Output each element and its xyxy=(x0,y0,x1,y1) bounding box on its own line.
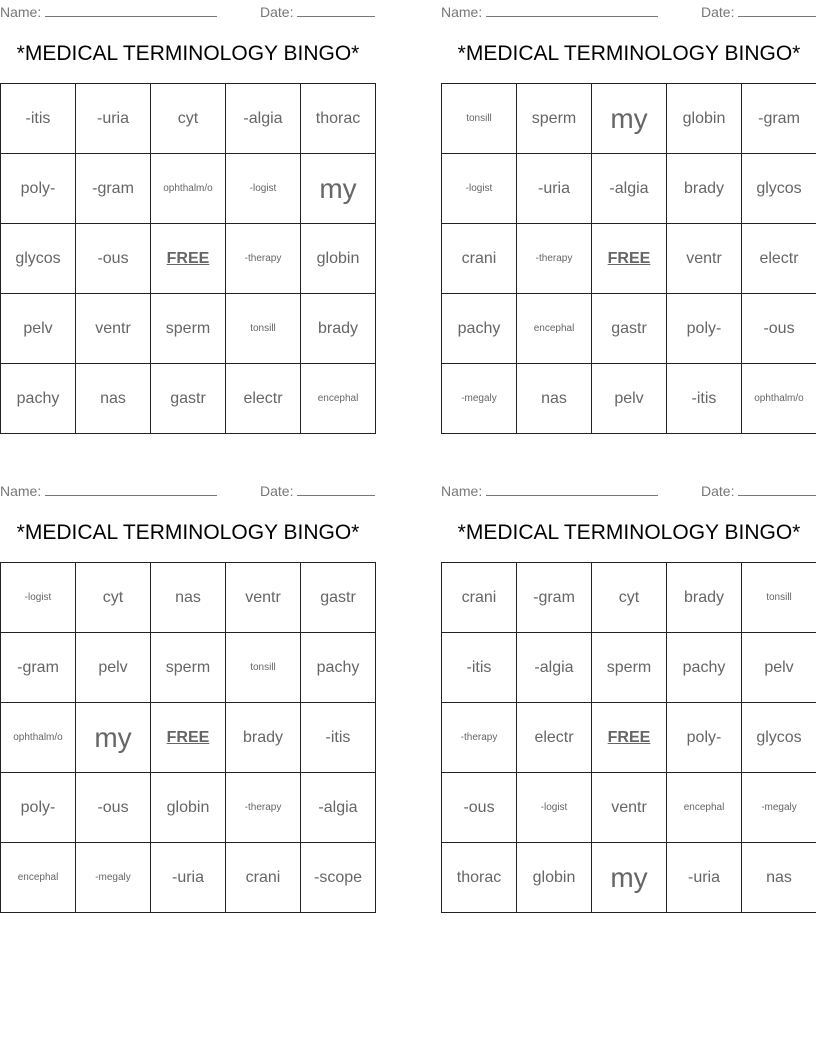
free-space-cell: FREE xyxy=(592,224,667,294)
bingo-cell: ventr xyxy=(667,224,742,294)
bingo-card xyxy=(0,0,376,407)
bingo-cell: -gram xyxy=(1,633,76,703)
name-field[interactable] xyxy=(441,481,658,499)
bingo-cell: cyt xyxy=(76,563,151,633)
bingo-cell: nas xyxy=(517,364,592,434)
bingo-grid xyxy=(441,562,816,913)
bingo-cell: -megaly xyxy=(742,773,816,843)
bingo-cell: sperm xyxy=(151,633,226,703)
date-label: Date: xyxy=(701,4,735,20)
name-label: Name: xyxy=(0,483,42,499)
bingo-row xyxy=(442,154,816,224)
bingo-cell: -ous xyxy=(76,773,151,843)
bingo-cell: electr xyxy=(517,703,592,773)
bingo-cell: -megaly xyxy=(76,843,151,913)
bingo-cell: poly- xyxy=(1,154,76,224)
date-field[interactable] xyxy=(260,2,375,20)
bingo-row xyxy=(1,84,376,154)
bingo-cell: pelv xyxy=(592,364,667,434)
bingo-row xyxy=(1,364,376,434)
bingo-row xyxy=(1,773,376,843)
bingo-cell: cyt xyxy=(592,563,667,633)
bingo-cell: -gram xyxy=(742,84,816,154)
bingo-cell: -therapy xyxy=(517,224,592,294)
name-blank-line[interactable] xyxy=(486,2,658,17)
bingo-cell: pachy xyxy=(1,364,76,434)
name-blank-line[interactable] xyxy=(45,2,217,17)
name-date-row xyxy=(441,479,816,499)
bingo-cell: poly- xyxy=(667,294,742,364)
bingo-cell: gastr xyxy=(592,294,667,364)
name-blank-line[interactable] xyxy=(45,481,217,496)
bingo-row xyxy=(442,224,816,294)
bingo-row xyxy=(442,843,816,913)
bingo-cell: globin xyxy=(517,843,592,913)
bingo-cell: ventr xyxy=(592,773,667,843)
card-title: *MEDICAL TERMINOLOGY BINGO* xyxy=(16,521,360,544)
bingo-cell: gastr xyxy=(151,364,226,434)
bingo-card xyxy=(441,0,816,407)
bingo-cell: poly- xyxy=(1,773,76,843)
bingo-cell: glycos xyxy=(742,703,816,773)
bingo-cell: -logist xyxy=(517,773,592,843)
bingo-cell: -megaly xyxy=(442,364,517,434)
bingo-row xyxy=(442,563,816,633)
date-label: Date: xyxy=(701,483,735,499)
bingo-cell: -itis xyxy=(442,633,517,703)
bingo-cell: pachy xyxy=(442,294,517,364)
bingo-cell: crani xyxy=(442,563,517,633)
bingo-row xyxy=(442,84,816,154)
bingo-cell: glycos xyxy=(742,154,816,224)
bingo-cell: crani xyxy=(226,843,301,913)
free-space-cell: FREE xyxy=(151,224,226,294)
name-field[interactable] xyxy=(0,481,217,499)
bingo-cell: my xyxy=(76,703,151,773)
date-field[interactable] xyxy=(701,481,816,499)
name-label: Name: xyxy=(441,483,483,499)
bingo-cell: brady xyxy=(301,294,376,364)
bingo-cell: -ous xyxy=(742,294,816,364)
bingo-cell: sperm xyxy=(151,294,226,364)
name-field[interactable] xyxy=(441,2,658,20)
date-field[interactable] xyxy=(701,2,816,20)
bingo-row xyxy=(1,224,376,294)
bingo-cell: sperm xyxy=(592,633,667,703)
name-blank-line[interactable] xyxy=(486,481,658,496)
bingo-cell: tonsill xyxy=(742,563,816,633)
bingo-row xyxy=(1,563,376,633)
bingo-card xyxy=(441,479,816,893)
bingo-cell: -therapy xyxy=(442,703,517,773)
bingo-cell: ophthalm/o xyxy=(151,154,226,224)
name-field[interactable] xyxy=(0,2,217,20)
bingo-row xyxy=(442,364,816,434)
date-blank-line[interactable] xyxy=(738,481,816,496)
bingo-cell: nas xyxy=(76,364,151,434)
bingo-row xyxy=(1,633,376,703)
bingo-cell: encephal xyxy=(517,294,592,364)
bingo-cell: -algia xyxy=(517,633,592,703)
bingo-cell: gastr xyxy=(301,563,376,633)
card-title: *MEDICAL TERMINOLOGY BINGO* xyxy=(457,521,801,544)
bingo-cell: glycos xyxy=(1,224,76,294)
bingo-grid xyxy=(0,562,376,913)
bingo-cell: tonsill xyxy=(442,84,517,154)
bingo-row xyxy=(1,154,376,224)
bingo-cell: -therapy xyxy=(226,773,301,843)
bingo-row xyxy=(1,703,376,773)
free-space-cell: FREE xyxy=(592,703,667,773)
bingo-cell: pelv xyxy=(742,633,816,703)
bingo-cell: brady xyxy=(226,703,301,773)
bingo-cell: encephal xyxy=(667,773,742,843)
bingo-cell: my xyxy=(301,154,376,224)
bingo-row xyxy=(442,703,816,773)
bingo-cell: -itis xyxy=(1,84,76,154)
bingo-row xyxy=(1,843,376,913)
bingo-cell: ventr xyxy=(76,294,151,364)
bingo-cell: ventr xyxy=(226,563,301,633)
bingo-cell: -itis xyxy=(667,364,742,434)
bingo-cell: nas xyxy=(151,563,226,633)
date-label: Date: xyxy=(260,483,294,499)
bingo-cell: encephal xyxy=(301,364,376,434)
bingo-cell: -itis xyxy=(301,703,376,773)
bingo-card xyxy=(0,479,376,886)
name-date-row xyxy=(441,0,816,20)
name-date-row xyxy=(0,479,376,499)
date-blank-line[interactable] xyxy=(297,481,375,496)
bingo-cell: globin xyxy=(667,84,742,154)
card-title: *MEDICAL TERMINOLOGY BINGO* xyxy=(457,42,801,65)
date-label: Date: xyxy=(260,4,294,20)
bingo-cell: ophthalm/o xyxy=(742,364,816,434)
bingo-cell: electr xyxy=(742,224,816,294)
bingo-cell: -logist xyxy=(1,563,76,633)
bingo-cell: tonsill xyxy=(226,633,301,703)
bingo-cell: poly- xyxy=(667,703,742,773)
name-date-row xyxy=(0,0,376,20)
bingo-cell: -therapy xyxy=(226,224,301,294)
bingo-cell: pelv xyxy=(1,294,76,364)
bingo-cell: nas xyxy=(742,843,816,913)
bingo-cell: -uria xyxy=(76,84,151,154)
bingo-grid xyxy=(441,83,816,434)
bingo-row xyxy=(442,773,816,843)
bingo-cell: thorac xyxy=(301,84,376,154)
free-space-cell: FREE xyxy=(151,703,226,773)
bingo-cell: -uria xyxy=(151,843,226,913)
date-field[interactable] xyxy=(260,481,375,499)
bingo-cell: -gram xyxy=(517,563,592,633)
bingo-cell: pachy xyxy=(667,633,742,703)
bingo-row xyxy=(442,294,816,364)
bingo-cell: sperm xyxy=(517,84,592,154)
bingo-cell: -uria xyxy=(517,154,592,224)
date-blank-line[interactable] xyxy=(297,2,375,17)
bingo-grid xyxy=(0,83,376,434)
bingo-cell: -ous xyxy=(76,224,151,294)
bingo-row xyxy=(1,294,376,364)
bingo-cell: ophthalm/o xyxy=(1,703,76,773)
bingo-cell: brady xyxy=(667,154,742,224)
bingo-row xyxy=(442,633,816,703)
bingo-cell: -uria xyxy=(667,843,742,913)
date-blank-line[interactable] xyxy=(738,2,816,17)
bingo-cell: globin xyxy=(151,773,226,843)
bingo-cell: pelv xyxy=(76,633,151,703)
bingo-cell: -algia xyxy=(226,84,301,154)
bingo-cell: -ous xyxy=(442,773,517,843)
card-title: *MEDICAL TERMINOLOGY BINGO* xyxy=(16,42,360,65)
bingo-cell: my xyxy=(592,843,667,913)
bingo-cell: tonsill xyxy=(226,294,301,364)
bingo-cell: thorac xyxy=(442,843,517,913)
bingo-cell: my xyxy=(592,84,667,154)
bingo-cell: -gram xyxy=(76,154,151,224)
bingo-cell: pachy xyxy=(301,633,376,703)
name-label: Name: xyxy=(0,4,42,20)
bingo-cell: brady xyxy=(667,563,742,633)
bingo-cell: encephal xyxy=(1,843,76,913)
bingo-cell: -algia xyxy=(301,773,376,843)
bingo-cell: -logist xyxy=(226,154,301,224)
bingo-cell: -scope xyxy=(301,843,376,913)
bingo-cell: cyt xyxy=(151,84,226,154)
bingo-cell: electr xyxy=(226,364,301,434)
bingo-cell: crani xyxy=(442,224,517,294)
name-label: Name: xyxy=(441,4,483,20)
bingo-cell: globin xyxy=(301,224,376,294)
bingo-cell: -logist xyxy=(442,154,517,224)
bingo-cell: -algia xyxy=(592,154,667,224)
